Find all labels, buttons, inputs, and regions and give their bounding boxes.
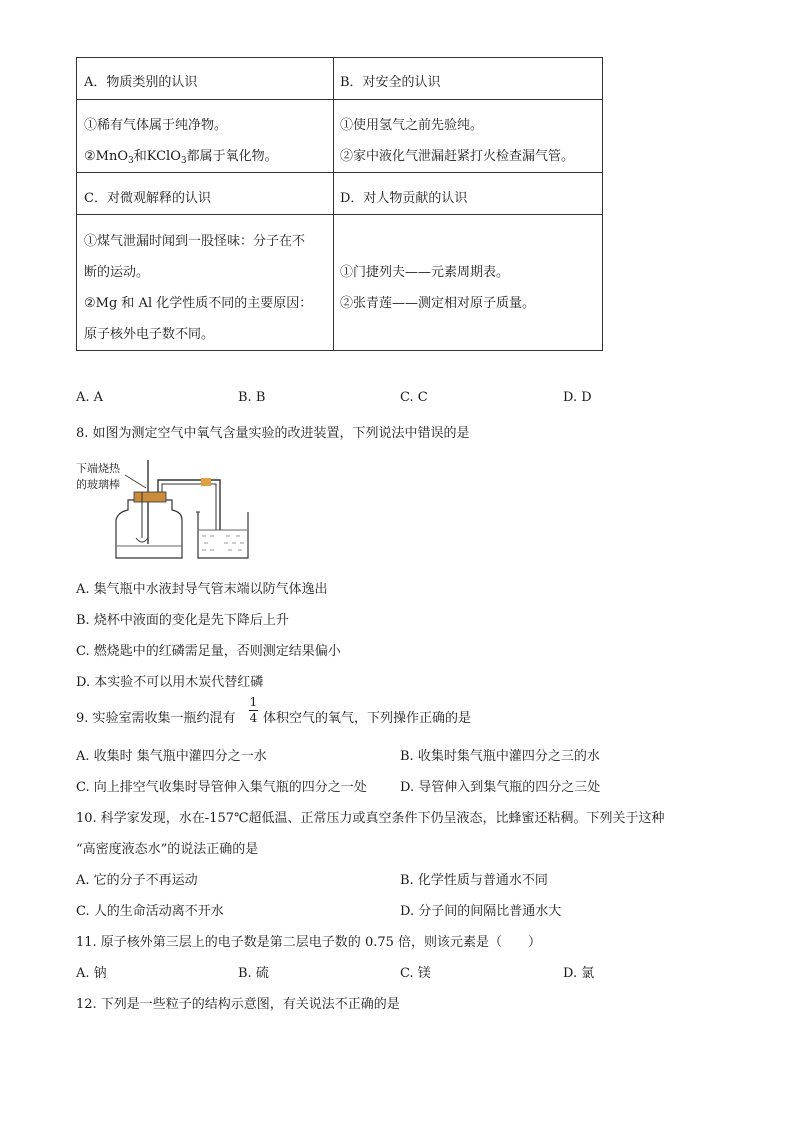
q12-stem: 12. 下列是一些粒子的结构示意图，有关说法不正确的是 xyxy=(76,997,400,1012)
cell-b-line2: ②家中液化气泄漏赶紧打火检查漏气管。 xyxy=(340,149,575,164)
q8-option-d[interactable]: D. 本实验不可以用木炭代替红磷 xyxy=(76,675,264,690)
table-divider xyxy=(77,214,602,215)
q8-apparatus-figure xyxy=(76,460,256,568)
cell-d-header: D．对人物贡献的认识 xyxy=(340,191,468,206)
fraction-numerator: 1 xyxy=(249,695,258,709)
q8-option-c[interactable]: C. 燃烧匙中的红磷需足量，否则测定结果偏小 xyxy=(76,644,341,659)
q7-option-d[interactable]: D. D xyxy=(563,390,592,405)
cell-a-header: A．物质类别的认识 xyxy=(84,75,198,90)
cell-a-line2: ②MnO$_3$和KClO$_3$都属于氧化物。 xyxy=(84,149,278,166)
q11-option-b[interactable]: B. 硫 xyxy=(238,966,269,981)
q10-option-b[interactable]: B. 化学性质与普通水不同 xyxy=(400,873,548,888)
q11-stem: 11. 原子核外第三层上的电子数是第二层电子数的 0.75 倍，则该元素是（ ） xyxy=(76,935,542,950)
q9-stem-post: 体积空气的氧气，下列操作正确的是 xyxy=(263,711,472,726)
q8-stem: 8. 如图为测定空气中氧气含量实验的改进装置，下列说法中错误的是 xyxy=(76,426,470,441)
q9-stem-pre: 9. 实验室需收集一瓶约混有 xyxy=(76,711,236,726)
q10-option-d[interactable]: D. 分子间的间隔比普通水大 xyxy=(400,904,562,919)
cell-c-line4: 原子核外电子数不同。 xyxy=(84,327,215,342)
cell-d-line2: ②张青莲——测定相对原子质量。 xyxy=(340,296,536,311)
q10-option-a[interactable]: A. 它的分子不再运动 xyxy=(76,873,198,888)
q8-option-a[interactable]: A. 集气瓶中水液封导气管末端以防气体逸出 xyxy=(76,582,328,597)
cell-c-line1: ①煤气泄漏时闻到一股怪味：分子在不 xyxy=(84,234,306,249)
cell-b-line1: ①使用氢气之前先验纯。 xyxy=(340,118,484,133)
q7-option-a[interactable]: A. A xyxy=(76,390,104,405)
table-divider xyxy=(77,99,602,100)
q11-option-d[interactable]: D. 氯 xyxy=(563,966,595,981)
cell-d-line1: ①门捷列夫——元素周期表。 xyxy=(340,265,510,280)
knowledge-table xyxy=(76,57,603,351)
cell-c-line2: 断的运动。 xyxy=(84,265,150,280)
cell-a-line1: ①稀有气体属于纯净物。 xyxy=(84,118,228,133)
cell-c-line3: ②Mg 和 Al 化学性质不同的主要原因： xyxy=(84,296,313,311)
q7-option-c[interactable]: C. C xyxy=(400,390,428,405)
q10-stem-line1: 10. 科学家发现，水在-157℃超低温、正常压力或真空条件下仍呈液态，比蜂蜜还粘稠。下列关于这种 xyxy=(76,811,665,826)
apparatus-diagram xyxy=(76,460,256,568)
q10-stem-line2: “高密度液态水”的说法正确的是 xyxy=(76,842,259,857)
table-divider xyxy=(77,172,602,173)
table-divider-vertical xyxy=(333,58,334,350)
q9-option-a[interactable]: A. 收集时 集气瓶中灌四分之一水 xyxy=(76,749,267,764)
cell-b-header: B．对安全的认识 xyxy=(340,75,441,90)
q7-option-b[interactable]: B. B xyxy=(238,390,266,405)
figure-label-line1: 下端烧热 xyxy=(76,462,120,475)
q9-option-b[interactable]: B. 收集时集气瓶中灌四分之三的水 xyxy=(400,749,600,764)
figure-label-line2: 的玻璃棒 xyxy=(76,478,120,491)
q8-option-b[interactable]: B. 烧杯中液面的变化是先下降后上升 xyxy=(76,613,289,628)
q10-option-c[interactable]: C. 人的生命活动离不开水 xyxy=(76,904,224,919)
q9-option-c[interactable]: C. 向上排空气收集时导管伸入集气瓶的四分之一处 xyxy=(76,780,367,795)
cell-c-header: C．对微观解释的认识 xyxy=(84,191,211,206)
q11-option-c[interactable]: C. 镁 xyxy=(400,966,431,981)
q11-option-a[interactable]: A. 钠 xyxy=(76,966,107,981)
fraction-denominator: 4 xyxy=(249,711,258,725)
q9-fraction xyxy=(249,696,258,725)
q9-option-d[interactable]: D. 导管伸入到集气瓶的四分之三处 xyxy=(400,780,601,795)
